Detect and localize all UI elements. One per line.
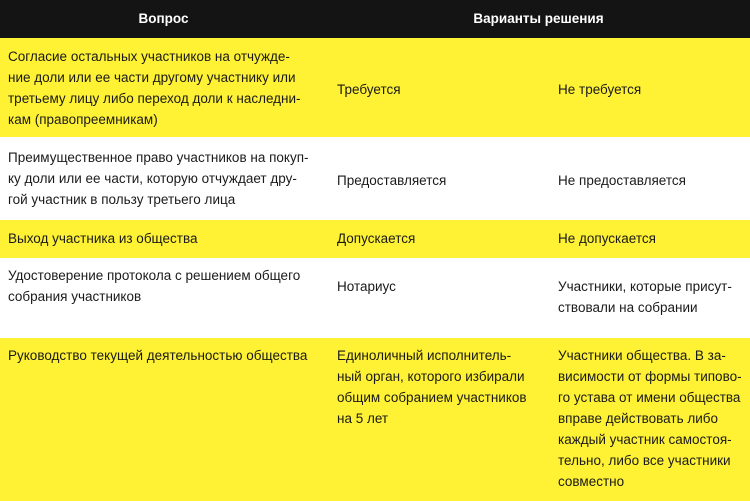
- line: гой участник в пользу третьего лица: [8, 192, 236, 207]
- option2-cell: [558, 79, 748, 100]
- line: общим собранием участников: [337, 390, 527, 405]
- header-options: Варианты решения: [473, 11, 604, 26]
- option1-cell: [337, 170, 537, 191]
- line: на 5 лет: [337, 411, 389, 426]
- option1-cell: [337, 228, 537, 249]
- line: ку доли или ее части, которую отчуждает дру-: [8, 171, 297, 186]
- table-header: [0, 0, 750, 38]
- line: ный орган, которого избирали: [337, 369, 525, 384]
- line: вправе действовать либо: [558, 411, 719, 426]
- table-row: [0, 220, 750, 258]
- line: Допускается: [337, 231, 416, 246]
- line: кам (правопреемникам): [8, 112, 158, 127]
- line: собрания участников: [8, 289, 142, 304]
- line: совместно: [558, 474, 625, 489]
- option1-cell: [337, 276, 537, 297]
- option1-cell: [337, 79, 537, 100]
- line: Единоличный исполнитель-: [337, 348, 512, 363]
- line: Нотариус: [337, 279, 396, 294]
- line: Требуется: [337, 82, 401, 97]
- line: тельно, либо все участники: [558, 453, 731, 468]
- option2-cell: [558, 345, 748, 492]
- line: ствовали на собрании: [558, 300, 698, 315]
- line: третьему лицу либо переход доли к наследни-: [8, 91, 301, 106]
- line: Согласие остальных участников на отчужде-: [8, 49, 290, 64]
- table-row: [0, 338, 750, 501]
- table-row: [0, 38, 750, 137]
- question-cell: [8, 46, 318, 130]
- line: висимости от формы типово-: [558, 369, 742, 384]
- line: Не предоставляется: [558, 173, 686, 188]
- line: Руководство текущей деятельностью общества: [8, 348, 308, 363]
- table-row: [0, 137, 750, 220]
- question-cell: [8, 345, 318, 366]
- option2-cell: [558, 276, 748, 318]
- line: Не требуется: [558, 82, 642, 97]
- header-question: Вопрос: [138, 11, 189, 26]
- question-cell: [8, 147, 318, 210]
- line: го устава от имени общества: [558, 390, 741, 405]
- line: Участники, которые присут-: [558, 279, 732, 294]
- line: Выход участника из общества: [8, 231, 198, 246]
- line: каждый участник самостоя-: [558, 432, 732, 447]
- question-cell: [8, 265, 318, 307]
- line: Участники общества. В за-: [558, 348, 726, 363]
- line: Удостоверение протокола с решением общего: [8, 268, 301, 283]
- line: Преимущественное право участников на покуп-: [8, 150, 309, 165]
- option2-cell: [558, 228, 748, 249]
- table-row: [0, 258, 750, 338]
- option1-cell: [337, 345, 537, 429]
- line: ние доли или ее части другому участнику или: [8, 70, 296, 85]
- option2-cell: [558, 170, 748, 191]
- line: Не допускается: [558, 231, 656, 246]
- line: Предоставляется: [337, 173, 447, 188]
- question-cell: [8, 228, 318, 249]
